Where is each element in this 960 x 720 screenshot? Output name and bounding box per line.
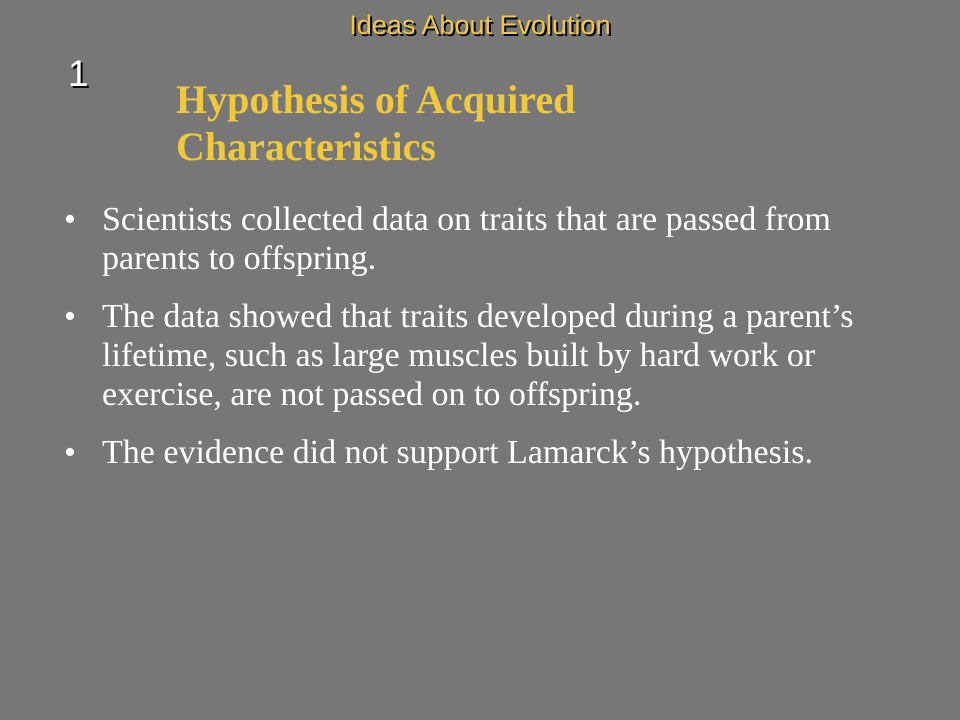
bullet-item (64, 433, 924, 472)
bullet-text: The evidence did not support Lamarck’s hypothesis. (102, 434, 813, 471)
bullet-dot-icon: • (64, 298, 76, 335)
bullet-dot-icon: • (64, 201, 76, 238)
bullet-text: The data showed that traits developed during a parent’s lifetime, such as large muscles built by hard work or exercise, are not passed on to offspring. (102, 298, 854, 413)
slide-header: Ideas About Evolution (349, 10, 611, 40)
slide-title-line-1: Hypothesis of Acquired (176, 77, 576, 122)
bullet-item (64, 297, 924, 414)
slide-title-line-2: Characteristics (176, 124, 436, 169)
bullet-item (64, 200, 924, 278)
section-number: 1 (68, 53, 89, 94)
slide-title (176, 76, 876, 170)
bullet-text: Scientists collected data on traits that are passed from parents to offspring. (102, 201, 831, 277)
bullet-list (64, 200, 924, 491)
bullet-dot-icon: • (64, 434, 76, 471)
